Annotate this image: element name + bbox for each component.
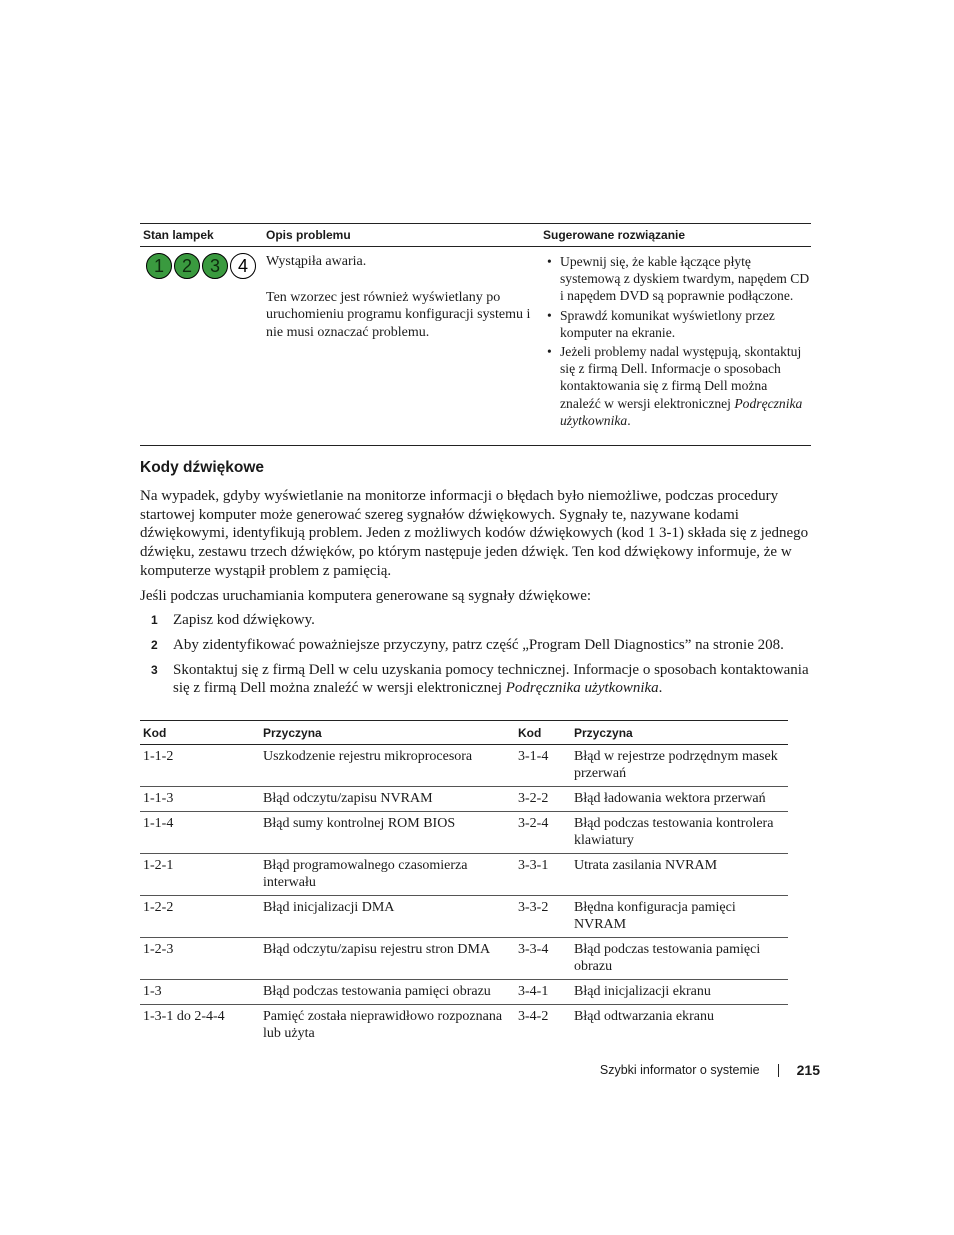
header-lamp-state: Stan lampek (143, 228, 214, 242)
beep-code: 1-1-3 (140, 787, 263, 812)
beep-cause: Błąd inicjalizacji DMA (263, 896, 518, 938)
footer-divider (778, 1064, 779, 1077)
beep-cause: Błąd programowalnego czasomierza interwału (263, 854, 518, 896)
page-number: 215 (796, 1062, 820, 1078)
beep-code: 3-3-1 (518, 854, 574, 896)
solution-item: • Sprawdź komunikat wyświetlony przez komputer na ekranie. (543, 307, 811, 341)
table-row (140, 896, 788, 938)
beep-cause: Błędna konfiguracja pamięci NVRAM (574, 896, 788, 938)
steps-list (140, 611, 815, 704)
beep-code-table (140, 720, 788, 1046)
beep-code: 1-2-2 (140, 896, 263, 938)
step-text: Zapisz kod dźwiękowy. (173, 612, 315, 628)
lamp-3-icon: 3 (202, 253, 228, 279)
solution-item: • Upewnij się, że kable łączące płytę systemową z dyskiem twardym, napędem CD i napędem DVD są poprawnie podłączone. (543, 253, 811, 305)
beep-code: 1-1-4 (140, 812, 263, 854)
beep-cause: Utrata zasilania NVRAM (574, 854, 788, 896)
beep-cause: Błąd podczas testowania pamięci obrazu (263, 980, 518, 1005)
beep-cause: Błąd inicjalizacji ekranu (574, 980, 788, 1005)
beep-code: 3-3-2 (518, 896, 574, 938)
table-row (140, 854, 788, 896)
description-line: Ten wzorzec jest również wyświetlany po uruchomieniu programu konfiguracji systemu i nie musi oznaczać problemu. (266, 289, 531, 340)
step-text: Aby zidentyfikować poważniejsze przyczyny, patrz część „Program Dell Diagnostics” na stronie 208. (173, 637, 784, 653)
beep-cause: Pamięć została nieprawidłowo rozpoznana lub użyta (263, 1009, 503, 1041)
table-row (140, 787, 788, 812)
beep-cause: Błąd w rejestrze podrzędnym masek przerwań (574, 745, 788, 787)
beep-cause: Błąd podczas testowania kontrolera klawiatury (574, 812, 788, 854)
header-code: Kod (518, 721, 574, 745)
intro-paragraph: Na wypadek, gdyby wyświetlanie na monitorze informacji o błędach było niemożliwe, podczas procedury startowej komputer może generować szereg sygnałów dźwiękowych. Sygnały te, nazywane kodami dźwiękowymi, identyfikują problem. Jeden z możliwych kodów dźwiękowych (kod 1 3-1) składa się z jednego dźwięku, zestawu trzech dźwięków, po którym następuje jeden dźwięk. Ten kod dźwiękowy informuje, że w komputerze wystąpił problem z pamięcią. (140, 488, 809, 579)
manual-title: Podręcznika użytkownika (560, 395, 803, 428)
header-cause: Przyczyna (574, 721, 788, 745)
table-row (140, 938, 788, 980)
step-text: Skontaktuj się z firmą Dell w celu uzyskania pomocy technicznej. Informacje o sposobach kontaktowania się z firmą Dell można znaleźć w wersji elektronicznej Podręcznika użytkownika. (173, 662, 809, 696)
beep-code: 3-1-4 (518, 745, 574, 787)
header-suggested-solution: Sugerowane rozwiązanie (543, 228, 686, 242)
step-number: 3 (151, 663, 158, 677)
beep-cause: Błąd odtwarzania ekranu (574, 1009, 714, 1024)
section-title: Kody dźwiękowe (140, 459, 265, 476)
diagnostic-lamps (143, 253, 266, 279)
solution-item: • Jeżeli problemy nadal występują, skontaktuj się z firmą Dell. Informacje o sposobach kontaktowania się z firmą Dell można znaleźć w wersji elektronicznej Podręcznika użytkownika. (543, 343, 811, 429)
problem-description (266, 253, 543, 445)
beep-code: 1-1-2 (140, 745, 263, 787)
diagnostic-table-header (140, 223, 811, 247)
beep-code: 1-3-1 do 2-4-4 (143, 1009, 225, 1024)
beep-code: 1-2-1 (140, 854, 263, 896)
step-number: 2 (151, 638, 158, 652)
table-row (140, 812, 788, 854)
beep-cause: Błąd ładowania wektora przerwań (574, 787, 788, 812)
table-row (140, 745, 788, 787)
step-number: 1 (151, 613, 158, 627)
beep-cause: Błąd odczytu/zapisu NVRAM (263, 787, 518, 812)
step-item (140, 661, 815, 697)
suggested-solutions (543, 253, 811, 445)
diagnostic-table-row (140, 247, 811, 446)
table-row (140, 1005, 788, 1047)
header-code: Kod (140, 721, 263, 745)
beep-code: 3-2-2 (518, 787, 574, 812)
beep-code: 3-3-4 (518, 938, 574, 980)
beep-code: 1-3 (140, 980, 263, 1005)
beep-cause: Uszkodzenie rejestru mikroprocesora (263, 745, 518, 787)
diagnostic-lights-table (140, 223, 811, 446)
page-footer (560, 1062, 820, 1078)
beep-cause: Błąd sumy kontrolnej ROM BIOS (263, 812, 518, 854)
lamp-4-icon: 4 (230, 253, 256, 279)
header-cause: Przyczyna (263, 721, 518, 745)
beep-code: 3-4-2 (518, 1009, 549, 1024)
beep-table-header (140, 721, 788, 745)
beep-code: 3-4-1 (518, 980, 574, 1005)
manual-title: Podręcznika użytkownika (505, 680, 659, 696)
footer-label: Szybki informator o systemie (599, 1063, 760, 1077)
step-item (140, 636, 815, 654)
beep-cause: Błąd podczas testowania pamięci obrazu (574, 938, 788, 980)
lamp-2-icon: 2 (174, 253, 200, 279)
step-item (140, 611, 815, 629)
description-line: Wystąpiła awaria. (266, 254, 367, 269)
beep-cause: Błąd odczytu/zapisu rejestru stron DMA (263, 938, 518, 980)
header-problem-description: Opis problemu (266, 228, 351, 242)
lamp-1-icon: 1 (146, 253, 172, 279)
beep-code: 1-2-3 (140, 938, 263, 980)
beep-code: 3-2-4 (518, 812, 574, 854)
steps-intro: Jeśli podczas uruchamiania komputera generowane są sygnały dźwiękowe: (140, 588, 592, 604)
table-row (140, 980, 788, 1005)
